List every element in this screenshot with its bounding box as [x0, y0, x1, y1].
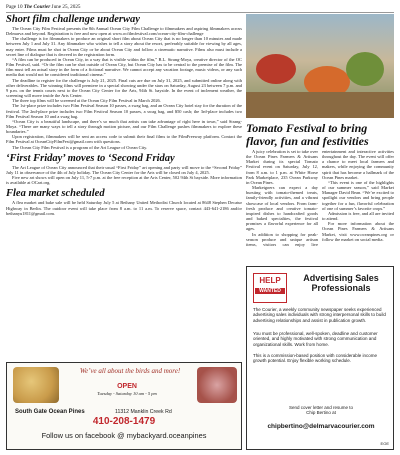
store-hours: Tuesday - Saturday 10 am - 5 pm: [97, 391, 157, 396]
bird-artwork: [197, 367, 237, 403]
film-paragraph: “A film can be produced in Ocean City, in a way that is visible within the film,” B.L. Strang-Moya, creative director of the OC Film Festival, said. “Or the film can be shot outside of Ocean City, but Ocean City has to be central to the premise of the film. The film must tell an actual story in the form of a fictional narrative. We cannot accept any vacation footage, music videos, or any such media that would not be considered traditional cinema.”: [6, 56, 242, 78]
ad-paragraph: You must be professional, well-spoken, deadline and customer oriented, and highly motivated with strong communication and organizational skills. Work from home.: [253, 331, 378, 347]
article-title-tomato: Tomato Festival to bring flavor, fun and festivities: [246, 121, 369, 148]
store-address: 11312 Manklin Creek Rd: [115, 409, 172, 415]
film-paragraph: “Ocean City is a beautiful landscape, and there’s so much that artists can take advantage of right here in town,” said Strang-Moya. “There are many ways to tell a story through motion picture, and our Film Challenge pushes filmmakers to explore these boundaries.”: [6, 118, 242, 135]
tomato-festival-photo: [246, 14, 394, 118]
contact-email[interactable]: chipbertino@delmarvacourier.com: [267, 423, 375, 430]
page-number: Page 10: [6, 4, 23, 10]
article-title-first-friday: ‘First Friday’ moves to ‘Second Friday: [6, 152, 175, 164]
open-label: OPEN: [117, 383, 137, 390]
bird-artwork: [13, 367, 59, 403]
first-friday-paragraph: The Art League of Ocean City announced that their usual “First Friday” art opening and party will move to the “Second Friday” July 11 in observance of the 4th of July holiday. The Ocean City Center for the Arts will be closed on July 4, 2025.: [6, 164, 242, 175]
film-paragraph: The 1st-place prize includes two Film Festival Season 10 passes, a swag bag, and an Ocean City hotel stay for the duration of the festival. The 2nd-place prize includes two Film Festival Season 10 passes, a swag bag, and $50 cash; the 3rd-place includes two Film Festival Season 10 and a swag bag.: [6, 103, 242, 119]
store-name: South Gate Ocean Pines: [15, 409, 85, 415]
wanted-word: WANTED: [255, 288, 285, 294]
film-paragraph: Upon registration, filmmakers will be sent an access code to submit their final films to the FilmFreeway platform. Contact the Film Festival at OceanCityFilmFest@gmail.com with questions.: [6, 134, 242, 145]
ad-tagline: We’ve all about the birds and more!: [79, 367, 181, 375]
south-gate-ad: [6, 362, 242, 450]
film-paragraph: The Ocean City Film Festival is a program of the Art League of Ocean City.: [12, 144, 148, 150]
article-title-flea: Flea market scheduled: [6, 188, 105, 200]
crate-shape: [246, 92, 394, 118]
send-line: Send cover letter and resume to: [288, 405, 354, 410]
help-wanted-logo: [253, 273, 287, 303]
tomato-paragraph: In addition to shopping for peak-season produce and unique artisan items, visitors can enjoy live entertainment and interactive activities throughout the day. The event will offer a chance to meet local farmers and makers, while enjoying the community spirit that has become a hallmark of the Ocean Pines market.: [246, 149, 394, 247]
issue-date: June 25, 2025: [51, 4, 81, 10]
publication-name: The Courier: [23, 4, 51, 10]
tomato-paragraph: “This event is one of the highlights of our summer season,” said Market Manager David Bean. “We’re excited to spotlight our vendors and bring people together for a fun, flavorful celebration of one of summer’s favorite crops.”: [322, 179, 394, 211]
article-body-tomato: [246, 149, 394, 247]
store-phone: 410-208-1479: [92, 416, 156, 427]
eoe-code: EOE: [380, 441, 389, 446]
tomato-paragraph: Marketgoers can expect a day bursting with tomato-themed treats, family-friendly activities, and a vibrant showcase of local vendors. From farm-fresh produce and creative tomato-inspired dishes to handcrafted goods and baked specialties, the festival promises a flavorful experience for all ages.: [246, 185, 318, 232]
ad-title: Advertising Sales Professionals: [303, 273, 379, 293]
newspaper-page: [6, 4, 394, 452]
right-column: [246, 122, 394, 247]
facebook-line: Follow us on facebook @ mybackyard.oceanpines: [41, 431, 207, 440]
tomato-paragraph: For more information about the Ocean Pines Farmers & Artisans Market, visit www.oceanpines.org or follow the market on social media.: [322, 221, 394, 242]
film-paragraph: The deadline to register for the challenge is July 21, 2025. Final cuts are due on July 31, 2025, and submitted online along with other deliverables. The winning films will premiere in a special showing under the stars on Saturday, August 23 between 7 p.m. and 9 p.m. on the tennis courts next to the Ocean City Center for the Arts, 94th St. bayside. In the event of inclement weather, the screening will move inside the Arts Center.: [6, 77, 242, 99]
send-line: Chip Bertino at: [306, 410, 336, 416]
ad-paragraph: The Courier, a weekly community newspaper seeks experienced advertising sales individuals with strong interpersonal skills to build advertising relationships and assist in publication growth.: [253, 307, 386, 323]
tomato-paragraph: Admission is free, and all are invited to attend.: [322, 210, 394, 222]
article-title-film: Short film challenge underway: [6, 14, 140, 25]
send-instructions: [253, 405, 389, 416]
first-friday-paragraph: Five new art shows will open on July 11, 5-7 p.m. at the free reception at the Arts Center, 502 94th St bayside. More information is available at OCart.org.: [6, 175, 242, 186]
article-body-film: [6, 26, 242, 150]
film-paragraph: The challenge is for filmmakers to produce an original short film about Ocean City that is no longer than 10 minutes and made between July 1 and July 31. Any filmmaker who wishes to tell a story about the resort, preferably suitable for viewing by all ages, may enter. Films must be shot in Ocean City or be about Ocean City and follow a cinematic narrative. Films also must include a secret line of dialogue that is decreed in the registration form.: [6, 36, 242, 57]
produce-shape: [346, 52, 384, 86]
ad-paragraph: This is a commission-based position with considerable income growth potential. Enjoy flexible working schedule.: [253, 353, 378, 364]
produce-shape: [256, 54, 296, 84]
left-column: [6, 14, 242, 216]
help-wanted-ad: [246, 266, 394, 450]
page-header: [6, 4, 394, 13]
film-paragraph: The three top films will be screened at the Ocean City Film Festival in March 2026.: [12, 98, 161, 104]
film-paragraph: The Ocean City Film Festival presents the 8th Annual Ocean City Film Challenge to filmmakers and aspiring filmmakers across Delmarva and beyond. Registration is free and now open at www.ocfilmfestival.com/ocean-city-film-challenge: [6, 26, 242, 37]
tomato-paragraph: A juicy celebration is set to take over the Ocean Pines Farmers & Artisans Market during its special Tomato Festival event on Saturday, July 12, from 8 a.m. to 1 p.m. at White Horse Park Marketplace, 235 Ocean Parkway in Ocean Pines.: [246, 149, 318, 185]
help-word: HELP: [259, 276, 281, 285]
flea-paragraph: A flea market and bake sale will be held Saturday July 5 at Bethany United Methodist Church located at 8648 Stephen Decatur Highway in Berlin. The outdoor event will take place from 8 a.m. to 11 a.m. To reserve space, contact 443-641-2186 and/or bethanyu1811@gmail.com.: [6, 200, 242, 216]
